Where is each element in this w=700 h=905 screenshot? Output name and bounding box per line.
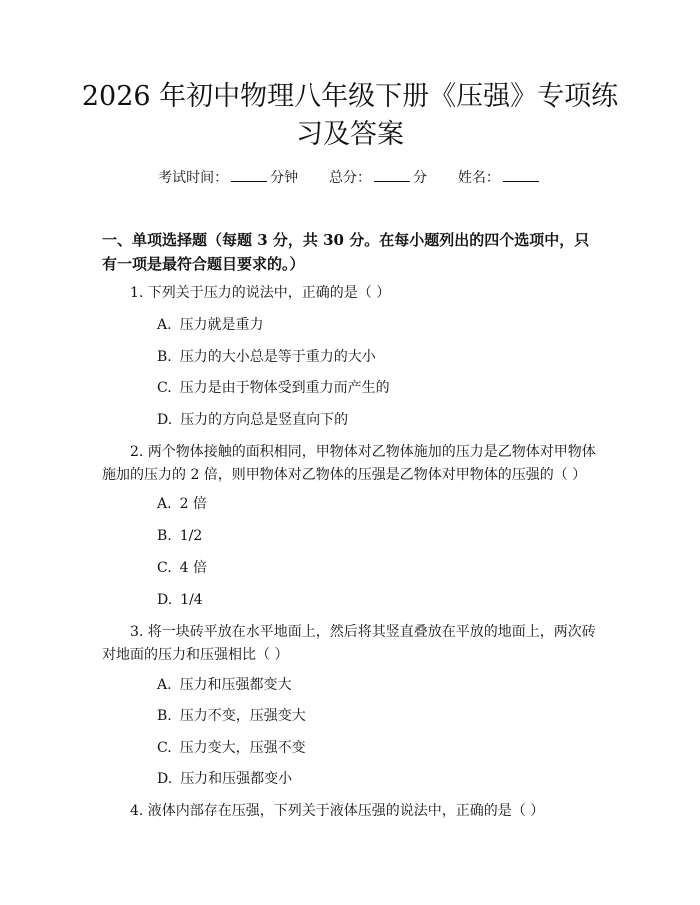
- exam-info-line: [0, 168, 700, 188]
- option-text: 压力不变，压强变大: [179, 708, 306, 724]
- question-4: 4. 液体内部存在压强，下列关于液体压强的说法中，正确的是（ ）: [130, 803, 545, 819]
- option-text: 压力和压强都变大: [179, 677, 292, 693]
- option-text: 压力的方向总是竖直向下的: [180, 412, 349, 428]
- option-letter: A.: [157, 677, 172, 693]
- option-letter: D.: [157, 771, 173, 787]
- option-text: 4 倍: [179, 560, 208, 576]
- option-letter: C.: [157, 380, 172, 396]
- option-letter: B.: [157, 708, 172, 724]
- question-3-option-a: [157, 675, 292, 695]
- question-3-option-d: [157, 769, 292, 789]
- time-blank: [231, 169, 267, 182]
- option-text: 压力变大，压强不变: [179, 740, 306, 756]
- option-letter: C.: [157, 740, 172, 756]
- name-blank: [503, 169, 539, 182]
- question-1-option-b: [157, 347, 376, 367]
- question-1-option-d: [157, 410, 348, 430]
- question-2-option-b: [157, 526, 202, 546]
- option-letter: C.: [157, 560, 172, 576]
- option-letter: A.: [157, 317, 172, 333]
- score-label: 总分：: [329, 170, 371, 186]
- option-text: 压力就是重力: [179, 317, 264, 333]
- document-title: 2026 年初中物理八年级下册《压强》专项练习及答案: [81, 81, 619, 150]
- option-text: 压力的大小总是等于重力的大小: [179, 349, 376, 365]
- question-3-option-b: [157, 706, 306, 726]
- section-heading: 一、单项选择题（每题 3 分，共 30 分。在每小题列出的四个选项中，只有一项是最符合题目要求的。）: [102, 231, 590, 273]
- option-letter: A.: [157, 496, 172, 512]
- option-text: 1/2: [179, 528, 203, 544]
- score-blank: [374, 169, 410, 182]
- option-letter: B.: [157, 349, 172, 365]
- question-3-option-c: [157, 738, 306, 758]
- question-2-option-c: [157, 558, 207, 578]
- question-1: 1. 下列关于压力的说法中，正确的是（ ）: [130, 285, 391, 301]
- option-text: 压力和压强都变小: [180, 771, 293, 787]
- question-2: 2. 两个物体接触的面积相同，甲物体对乙物体施加的压力是乙物体对甲物体施加的压力的 2 倍，则甲物体对乙物体的压强是乙物体对甲物体的压强的（ ）: [102, 444, 596, 483]
- question-2-option-d: [157, 590, 203, 610]
- option-text: 压力是由于物体受到重力而产生的: [179, 380, 390, 396]
- time-label: 考试时间：: [158, 170, 229, 186]
- option-letter: B.: [157, 528, 172, 544]
- option-letter: D.: [157, 592, 173, 608]
- score-unit: 分: [413, 170, 427, 186]
- question-1-option-c: [157, 378, 390, 398]
- question-1-option-a: [157, 315, 264, 335]
- question-2-option-a: [157, 494, 207, 514]
- option-text: 2 倍: [179, 496, 207, 512]
- question-3: 3. 将一块砖平放在水平地面上，然后将其竖直叠放在平放的地面上，两次砖对地面的压力和压强相比（ ）: [102, 624, 596, 663]
- option-text: 1/4: [180, 592, 203, 608]
- time-unit: 分钟: [270, 170, 299, 186]
- name-label: 姓名：: [457, 170, 500, 186]
- option-letter: D.: [157, 412, 173, 428]
